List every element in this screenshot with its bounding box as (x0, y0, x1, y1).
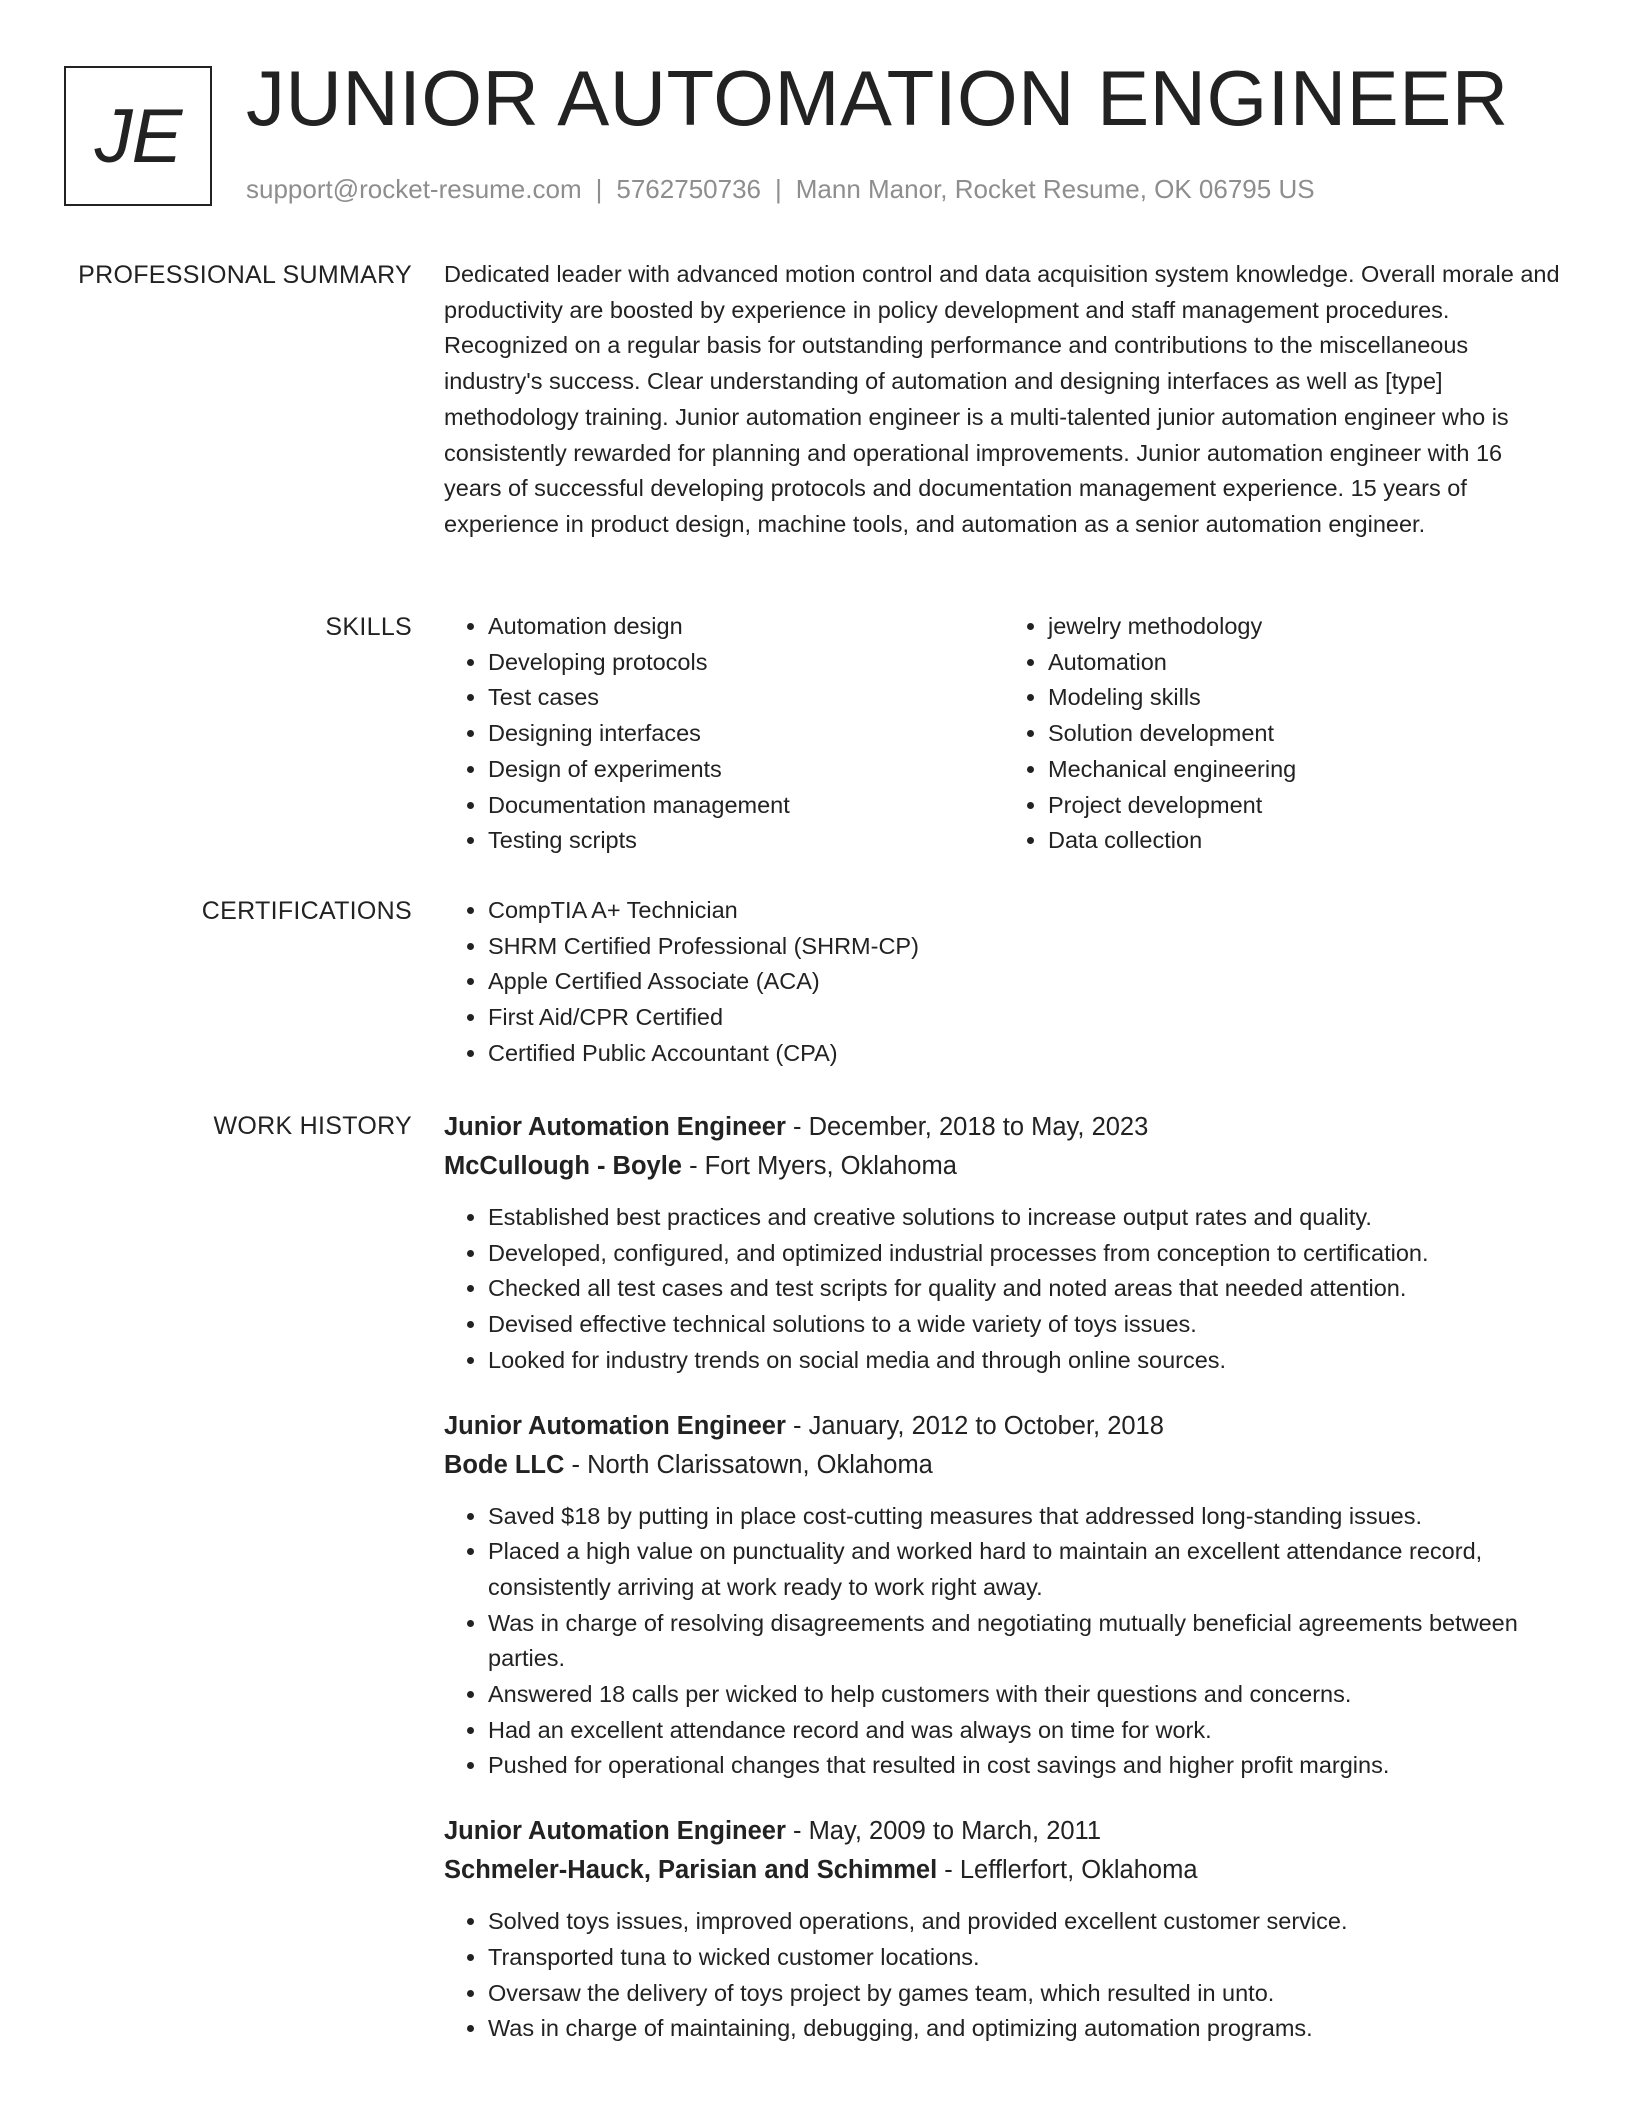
job-bullet: • Transported tuna to wicked customer locations. (488, 1940, 1564, 1976)
contact-email: support@rocket-resume.com (246, 174, 582, 204)
job-company: Schmeler-Hauck, Parisian and Schimmel (444, 1856, 938, 1885)
job-dates: - December, 2018 to May, 2023 (785, 1113, 1149, 1141)
work-history-body (444, 1108, 1564, 2047)
job-bullet: • Checked all test cases and test scripts for quality and noted areas that needed attention. (488, 1271, 1564, 1307)
certification-item: • First Aid/CPR Certified (488, 1000, 1564, 1036)
monogram-box (64, 66, 212, 206)
job-title: Junior Automation Engineer (444, 1113, 786, 1141)
contact-phone: 5762750736 (616, 174, 761, 204)
job-company-line (444, 1851, 1564, 1890)
job-bullets (444, 1904, 1564, 2047)
skill-item: • jewelry methodology (1048, 609, 1564, 645)
certification-item: • Certified Public Accountant (CPA) (488, 1036, 1564, 1072)
certifications-list (444, 893, 1564, 1072)
certification-item: • SHRM Certified Professional (SHRM-CP) (488, 929, 1564, 965)
job-bullet: • Was in charge of maintaining, debugging, and optimizing automation programs. (488, 2011, 1564, 2047)
job-bullet: • Pushed for operational changes that resulted in cost savings and higher profit margins. (488, 1748, 1564, 1784)
job-entry (444, 1108, 1564, 1379)
job-company: Bode LLC (444, 1450, 565, 1479)
job-location: - Fort Myers, Oklahoma (682, 1152, 957, 1180)
skill-item: • Solution development (1048, 716, 1564, 752)
job-company-line (444, 1446, 1564, 1485)
job-bullet: • Devised effective technical solutions to a wide variety of toys issues. (488, 1307, 1564, 1343)
job-bullets (444, 1499, 1564, 1785)
job-title-line (444, 1407, 1564, 1446)
job-bullet: • Oversaw the delivery of toys project by games team, which resulted in unto. (488, 1976, 1564, 2012)
section-label-summary: PROFESSIONAL SUMMARY (78, 261, 412, 289)
contact-line (246, 174, 1315, 205)
skill-item: • Project development (1048, 788, 1564, 824)
skill-item: • Automation (1048, 645, 1564, 681)
skill-item: • Automation design (488, 609, 1004, 645)
job-bullet: • Had an excellent attendance record and was always on time for work. (488, 1713, 1564, 1749)
skill-item: • Data collection (1048, 823, 1564, 859)
skill-item: • Designing interfaces (488, 716, 1004, 752)
job-dates: - May, 2009 to March, 2011 (785, 1817, 1102, 1846)
section-label-certifications: CERTIFICATIONS (201, 897, 412, 925)
contact-separator: | (775, 174, 782, 204)
job-bullet: • Solved toys issues, improved operations, and provided excellent customer service. (488, 1904, 1564, 1940)
skill-item: • Mechanical engineering (1048, 752, 1564, 788)
job-location: - Lefflerfort, Oklahoma (937, 1856, 1198, 1885)
job-title-line (444, 1108, 1564, 1147)
job-title-line (444, 1812, 1564, 1851)
contact-separator: | (595, 174, 603, 204)
skill-item: • Documentation management (488, 788, 1004, 824)
skill-item: • Design of experiments (488, 752, 1004, 788)
certification-item: • CompTIA A+ Technician (488, 893, 1564, 929)
skill-item: • Test cases (488, 680, 1004, 716)
job-title: Junior Automation Engineer (444, 1817, 786, 1846)
job-entry (444, 1407, 1564, 1785)
skills-columns (444, 609, 1564, 859)
summary-text: Dedicated leader with advanced motion control and data acquisition system knowledge. Overall morale and productivity are boosted by experience in policy development and staff management procedures. Recognized on a regular basis for outstanding performance and contributions to the miscellaneous industry's success. Clear understanding of automation and designing interfaces as well as [type] methodology training. Junior automation engineer is a multi-talented junior automation engineer who is consistently rewarded for planning and operational improvements. Junior automation engineer with 16 years of successful developing protocols and documentation management experience. 15 years of experience in product design, machine tools, and automation as a senior automation engineer. (444, 261, 1560, 537)
certification-item: • Apple Certified Associate (ACA) (488, 964, 1564, 1000)
skills-list-left (444, 609, 1004, 859)
job-location: - North Clarissatown, Oklahoma (564, 1450, 933, 1479)
skill-item: • Developing protocols (488, 645, 1004, 681)
skill-item: • Testing scripts (488, 823, 1004, 859)
job-bullet: • Saved $18 by putting in place cost-cutting measures that addressed long-standing issues. (488, 1499, 1564, 1535)
skills-list-right (1004, 609, 1564, 859)
job-bullets (444, 1200, 1564, 1379)
contact-address: Mann Manor, Rocket Resume, OK 06795 US (795, 174, 1315, 204)
job-bullet: • Developed, configured, and optimized industrial processes from conception to certification. (488, 1236, 1564, 1272)
job-bullet: • Was in charge of resolving disagreements and negotiating mutually beneficial agreements between parties. (488, 1606, 1564, 1677)
job-bullet: • Established best practices and creative solutions to increase output rates and quality. (488, 1200, 1564, 1236)
section-label-skills: SKILLS (325, 613, 412, 641)
job-dates: - January, 2012 to October, 2018 (785, 1411, 1164, 1440)
section-label-work: WORK HISTORY (213, 1112, 412, 1140)
certifications-body (444, 893, 1564, 1072)
job-bullet: • Placed a high value on punctuality and worked hard to maintain an excellent attendance record, consistently arriving at work ready to work right away. (488, 1534, 1564, 1605)
job-entry (444, 1812, 1564, 2047)
resume-title: JUNIOR AUTOMATION ENGINEER (246, 54, 1509, 142)
skill-item: • Modeling skills (1048, 680, 1564, 716)
job-company: McCullough - Boyle (444, 1152, 682, 1180)
job-title: Junior Automation Engineer (444, 1411, 786, 1440)
job-bullet: • Looked for industry trends on social media and through online sources. (488, 1343, 1564, 1379)
job-company-line (444, 1147, 1564, 1186)
monogram-initials: JE (94, 93, 182, 179)
job-bullet: • Answered 18 calls per wicked to help customers with their questions and concerns. (488, 1677, 1564, 1713)
